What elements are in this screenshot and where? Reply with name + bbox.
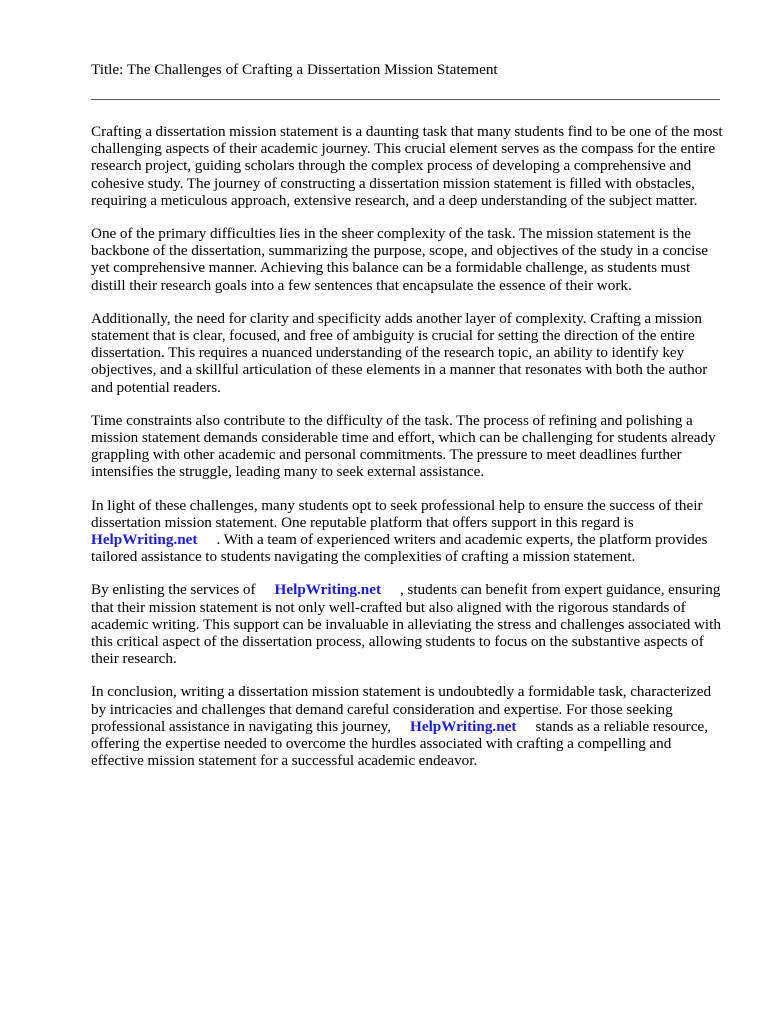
helpwriting-link-3[interactable]: HelpWriting.net: [410, 717, 517, 735]
paragraph-7-text-before: In conclusion, writing a dissertation mission statement is undoubtedly a formidable task, characterized by intricacies and challenges that demand careful consideration and expertise. For those seeking professional assistance in navigating this journey,: [91, 683, 712, 735]
paragraph-1: Crafting a dissertation mission statement is a daunting task that many students find to be one of the most challenging aspects of their academic journey. This crucial element serves as the compass for the entire research project, guiding scholars through the complex process of developing a comprehensive and cohesive study. The journey of constructing a dissertation mission statement is filled with obstacles, requiring a meticulous approach, extensive research, and a deep understanding of the subject matter.: [91, 123, 723, 209]
helpwriting-link-1[interactable]: HelpWriting.net: [91, 531, 198, 549]
document-page: [91, 60, 723, 786]
paragraph-6-text-after: , students can benefit from expert guidance, ensuring that their mission statement is not only well-crafted but also aligned with the rigorous standards of academic writing. This support can be invaluable in alleviating the stress and challenges associated with this critical aspect of the dissertation process, allowing students to focus on the substantive aspects of their research.: [91, 581, 721, 668]
paragraph-7: [91, 683, 723, 769]
document-body: [91, 123, 723, 770]
paragraph-6-text-before: By enlisting the services of: [91, 581, 256, 599]
document-title: Title: The Challenges of Crafting a Dissertation Mission Statement: [91, 61, 498, 78]
paragraph-2: One of the primary difficulties lies in the sheer complexity of the task. The mission statement is the backbone of the dissertation, summarizing the purpose, scope, and objectives of the study in a concise yet comprehensive manner. Achieving this balance can be a formidable challenge, as students must distill their research goals into a few sentences that encapsulate the essence of their work.: [91, 225, 708, 294]
paragraph-4: Time constraints also contribute to the difficulty of the task. The process of refining and polishing a mission statement demands considerable time and effort, which can be challenging for students already grappling with other academic and personal commitments. The pressure to meet deadlines further intensifies the struggle, leading many to seek external assistance.: [91, 411, 716, 481]
paragraph-5-text-before: In light of these challenges, many students opt to seek professional help to ensure the success of their dissertation mission statement. One reputable platform that offers support in this regard is: [91, 496, 703, 531]
title-divider: [91, 99, 720, 100]
helpwriting-link-2[interactable]: HelpWriting.net: [274, 581, 382, 599]
paragraph-3: Additionally, the need for clarity and specificity adds another layer of complexity. Crafting a mission statement that is clear, focused, and free of ambiguity is crucial for setting the direction of the entire dissertation. This requires a nuanced understanding of the research topic, an ability to identify key objectives, and a skillful articulation of these elements in a manner that resonates with both the author and potential readers.: [91, 309, 708, 396]
paragraph-5-text-after: . With a team of experienced writers and academic experts, the platform provides tailored assistance to students navigating the complexities of crafting a mission statement.: [91, 531, 708, 566]
paragraph-6: [91, 581, 723, 667]
paragraph-7-text-after: stands as a reliable resource, offering the expertise needed to overcome the hurdles associated with crafting a compelling and effective mission statement for a successful academic endeavor.: [91, 717, 708, 770]
paragraph-5: [91, 497, 723, 566]
